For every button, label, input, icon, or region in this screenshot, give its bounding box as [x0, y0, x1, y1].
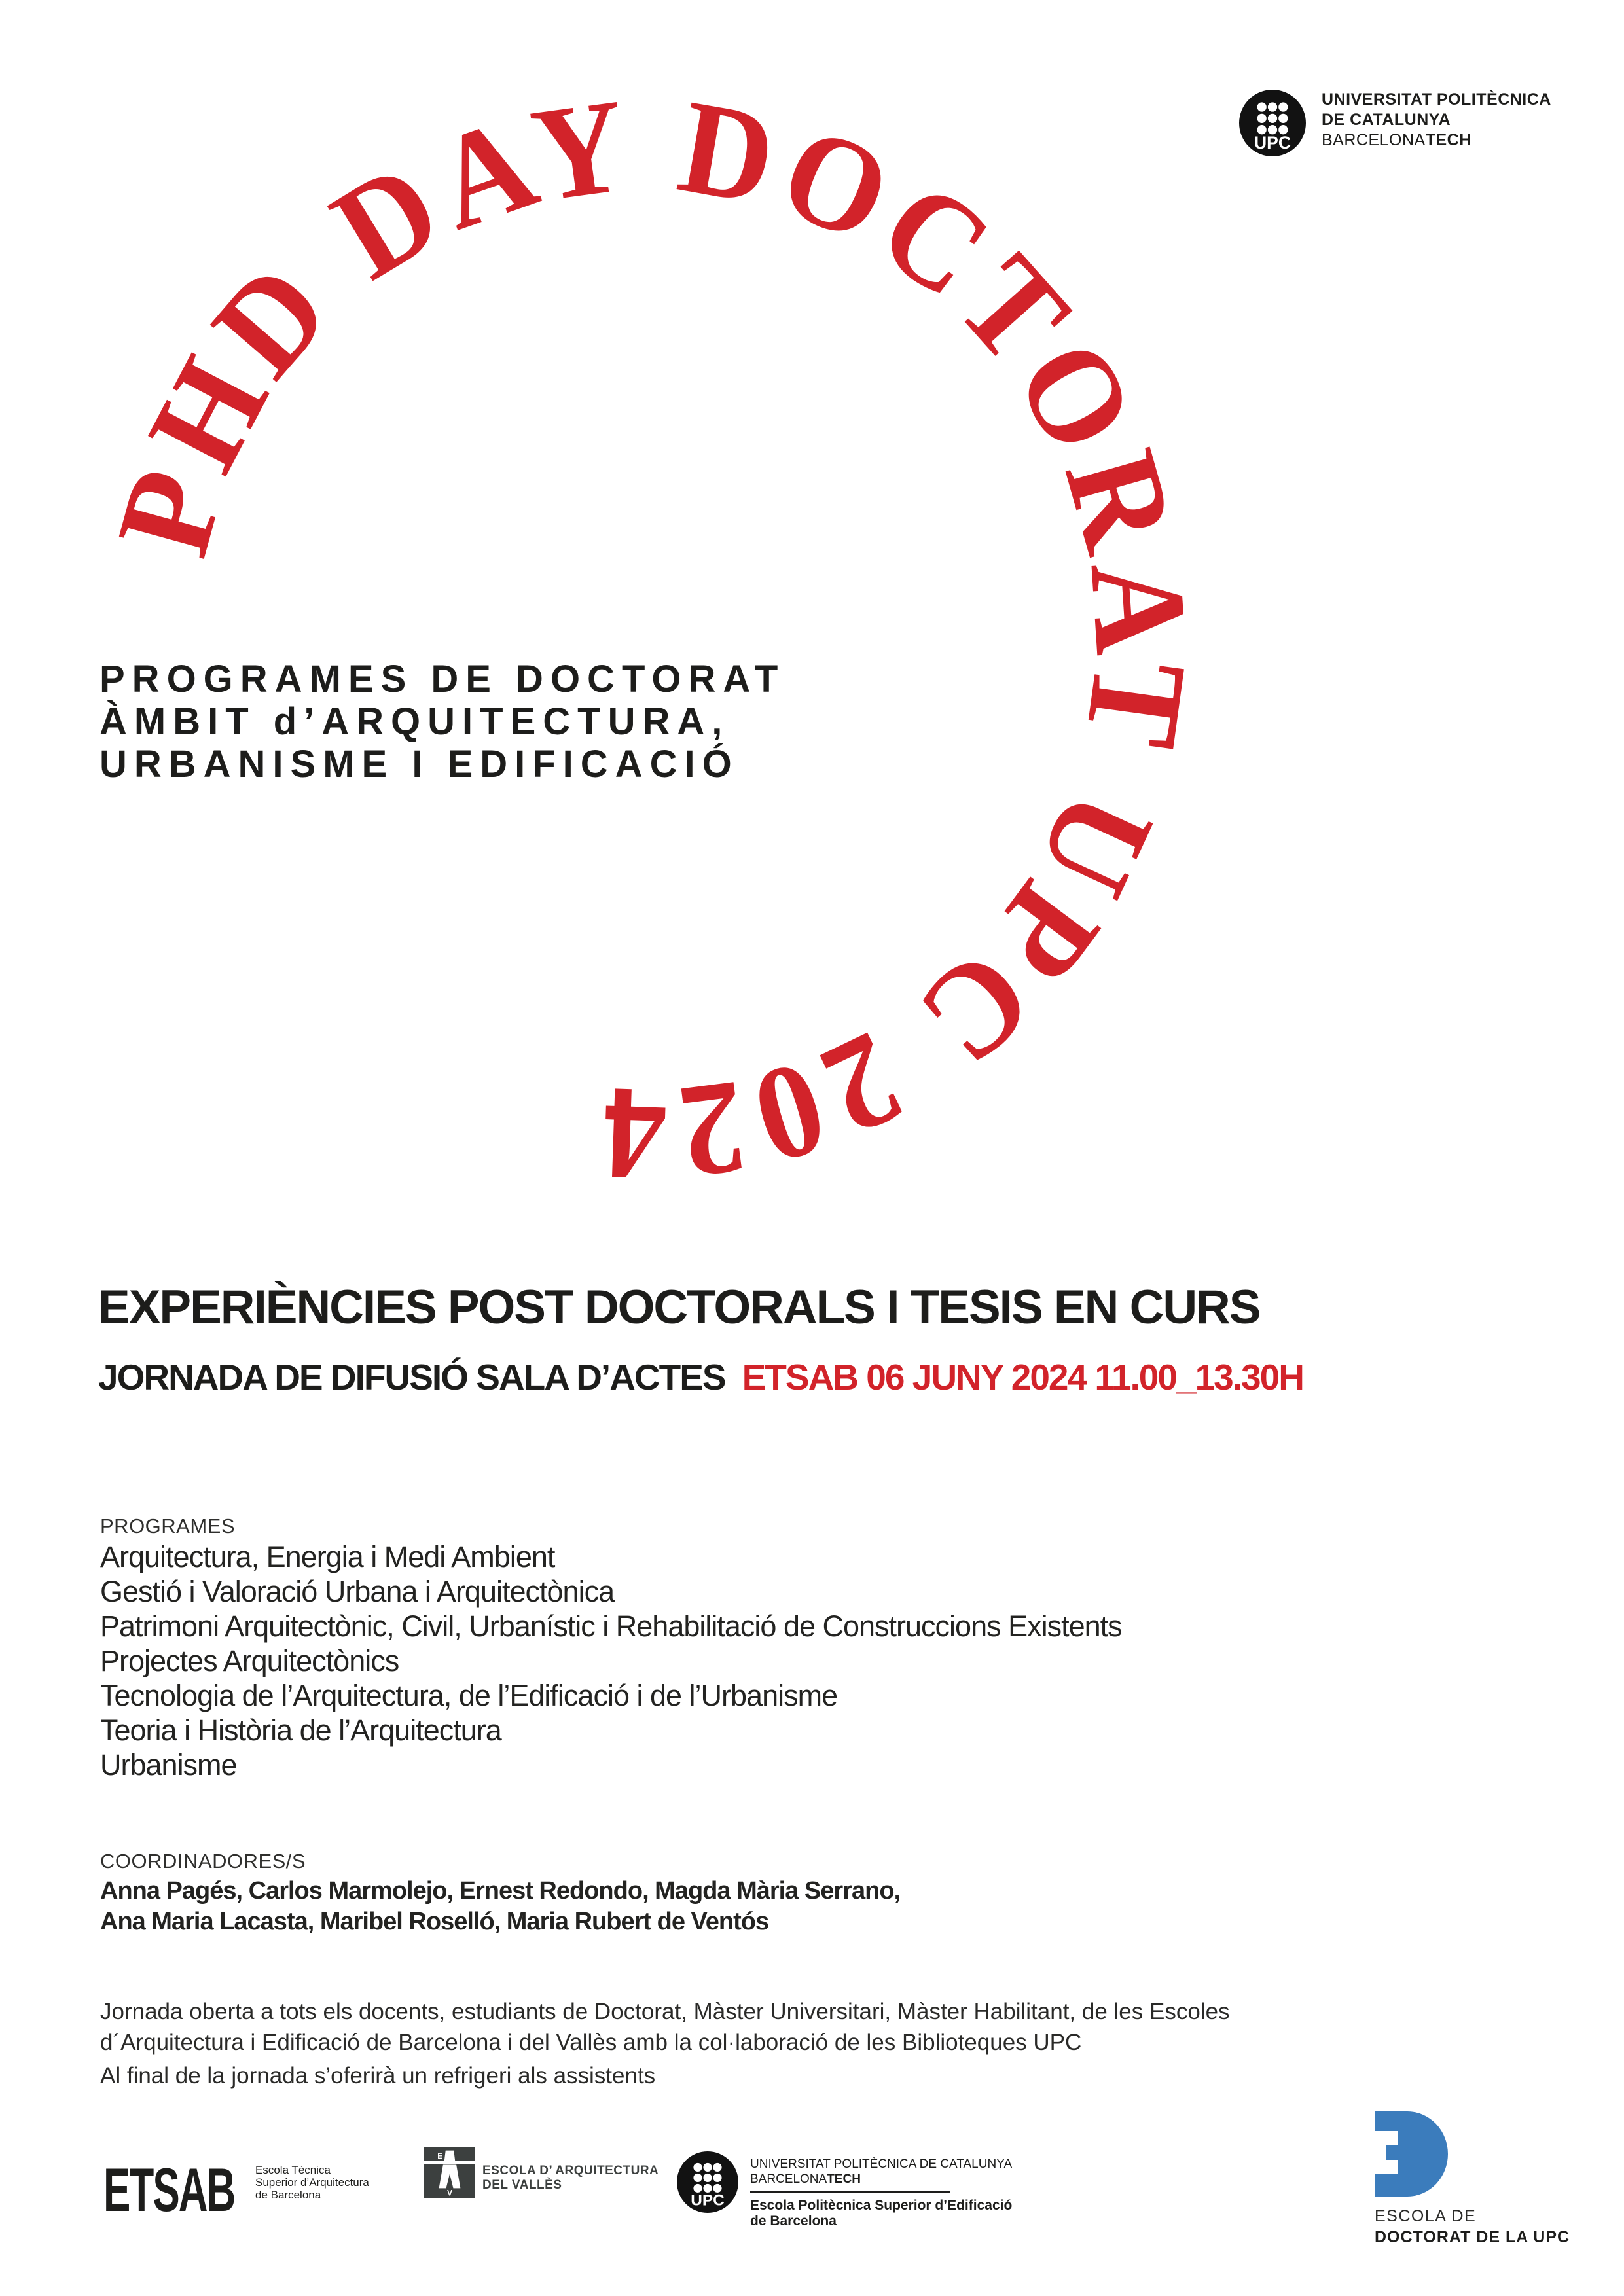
upc-logo-text: [1322, 90, 1551, 151]
etsab-description: [255, 2164, 369, 2201]
coordinators-names: [100, 1876, 900, 1937]
event-subheading-red: ETSAB 06 JUNY 2024 11.00_13.30H: [742, 1357, 1303, 1397]
epseb-school-line1: Escola Politècnica Superior d’Edificació: [750, 2198, 1013, 2213]
svg-text:E: E: [437, 2152, 443, 2161]
main-title-line3: URBANISME I EDIFICACIÓ: [99, 743, 739, 785]
programs-list: [100, 1539, 1122, 1782]
event-subheading: [98, 1356, 1303, 1398]
audience-note: [100, 1996, 1230, 2058]
svg-text:UPC: UPC: [691, 2191, 725, 2210]
audience-note-line2: d´Arquitectura i Edificació de Barcelona i del Vallès amb la col·laboració de les Biblioteques UPC: [100, 2030, 1082, 2055]
epseb-line2: BARCELONATECH: [750, 2172, 861, 2186]
upc-bubbles-icon: [1239, 90, 1306, 156]
doctoral-school-line1: ESCOLA DE: [1375, 2207, 1477, 2225]
etsab-desc-line2: Superior d’Arquitectura: [255, 2176, 369, 2189]
etsav-line1: ESCOLA D’ ARQUITECTURA: [482, 2164, 659, 2178]
upc-logo-line1: UNIVERSITAT POLITÈCNICA: [1322, 90, 1551, 109]
program-item: Tecnologia de l’Arquitectura, de l’Edificació i de l’Urbanisme: [100, 1679, 838, 1712]
etsab-desc-line3: de Barcelona: [255, 2189, 321, 2201]
coordinators-line2: Ana Maria Lacasta, Maribel Roselló, Maria Rubert de Ventós: [100, 1908, 769, 1935]
coordinators-line1: Anna Pagés, Carlos Marmolejo, Ernest Redondo, Magda Mària Serrano,: [100, 1877, 901, 1905]
etsab-desc-line1: Escola Tècnica: [255, 2164, 331, 2176]
programs-label: PROGRAMES: [100, 1515, 236, 1537]
doctoral-school-icon: [1375, 2111, 1448, 2197]
program-item: Gestió i Valoració Urbana i Arquitectònica: [100, 1575, 615, 1608]
upc-logo-line2: DE CATALUNYA: [1322, 111, 1451, 129]
epseb-line1: UNIVERSITAT POLITÈCNICA DE CATALUNYA: [750, 2157, 1013, 2171]
etsab-wordmark: ETSAB: [103, 2155, 235, 2224]
event-heading: EXPERIÈNCIES POST DOCTORALS I TESIS EN CURS: [98, 1281, 1260, 1334]
program-item: Teoria i Història de l’Arquitectura: [100, 1713, 501, 1747]
upc-logo-line3: BARCELONATECH: [1322, 131, 1471, 149]
epseb-divider: [750, 2191, 950, 2193]
svg-text:UPC: UPC: [1254, 132, 1291, 152]
etsav-text: [482, 2164, 659, 2193]
program-item: Urbanisme: [100, 1748, 237, 1782]
event-subheading-black: JORNADA DE DIFUSIÓ SALA D’ACTES: [98, 1357, 725, 1397]
svg-text:V: V: [447, 2189, 452, 2198]
epseb-lockup: [750, 2157, 1012, 2229]
etsav-icon: [424, 2147, 475, 2198]
upc-bubbles-icon-small: [677, 2151, 738, 2213]
main-title-line1: PROGRAMES DE DOCTORAT: [99, 658, 785, 700]
main-title-line2: ÀMBIT d’ARQUITECTURA,: [99, 700, 730, 743]
main-title: [99, 658, 785, 785]
program-item: Arquitectura, Energia i Medi Ambient: [100, 1540, 555, 1573]
refreshments-note: Al final de la jornada s’oferirà un refrigeri als assistents: [100, 2063, 656, 2089]
program-item: Projectes Arquitectònics: [100, 1644, 399, 1677]
epseb-school-line2: de Barcelona: [750, 2214, 837, 2229]
etsav-line2: DEL VALLÈS: [482, 2178, 562, 2192]
program-item: Patrimoni Arquitectònic, Civil, Urbanístic i Rehabilitació de Construccions Existents: [100, 1609, 1122, 1643]
upc-logo-lockup: [1239, 90, 1551, 156]
doctoral-school-line2: DOCTORAT DE LA UPC: [1375, 2228, 1570, 2246]
audience-note-line1: Jornada oberta a tots els docents, estudiants de Doctorat, Màster Universitari, Màster Habilitant, de les Escoles: [100, 1999, 1230, 2024]
circular-title-text: PHD DAY DOCTORAT UPC 2024: [88, 69, 1217, 1210]
coordinators-label: COORDINADORES/S: [100, 1850, 306, 1873]
